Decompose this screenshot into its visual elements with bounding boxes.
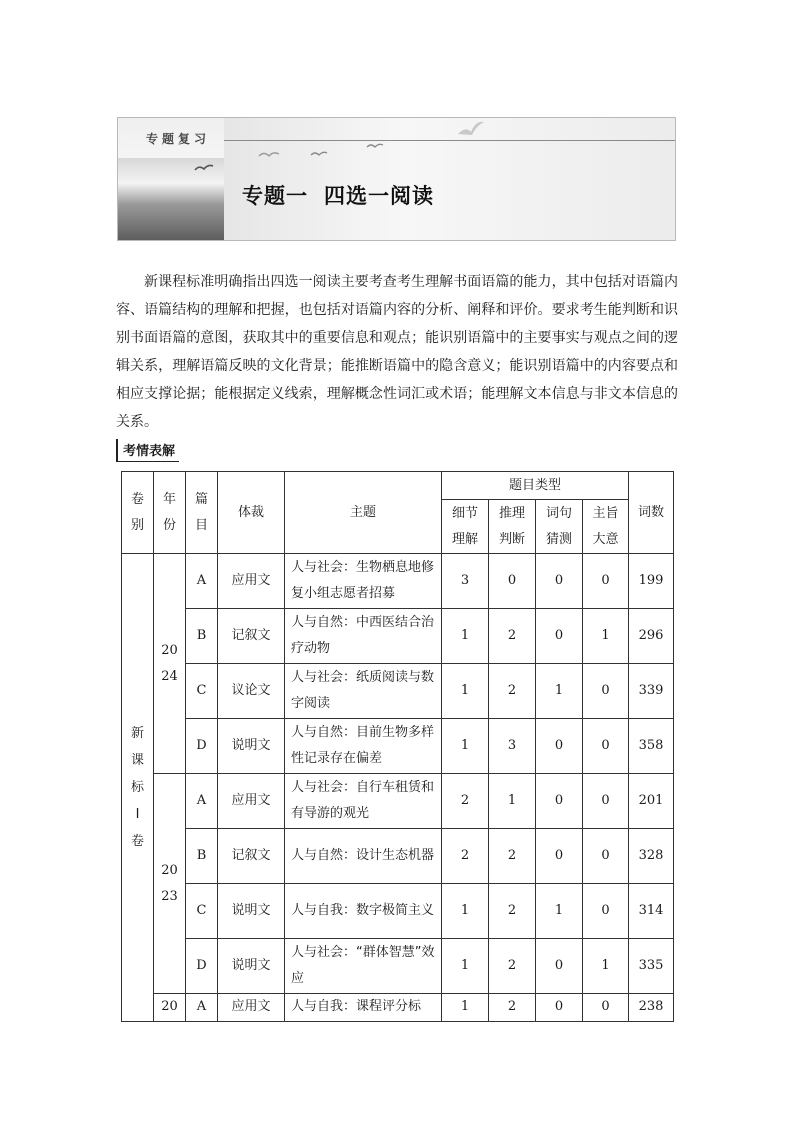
main-idea-count: 0	[583, 829, 629, 884]
header-ti-cai: 体裁	[218, 472, 285, 554]
inference-count: 2	[489, 829, 536, 884]
inference-count: 2	[489, 994, 536, 1022]
pian-cell: B	[186, 829, 218, 884]
pian-cell: C	[186, 664, 218, 719]
detail-count: 2	[442, 774, 489, 829]
header-row	[122, 472, 674, 500]
topic-cell: 人与自我：数字极简主义	[285, 884, 442, 939]
word-guess-count: 0	[536, 829, 583, 884]
table-row	[122, 884, 674, 939]
word-count: 358	[629, 719, 674, 774]
detail-count: 1	[442, 939, 489, 994]
word-guess-count: 0	[536, 719, 583, 774]
pian-cell: C	[186, 884, 218, 939]
table-row	[122, 994, 674, 1022]
table-row	[122, 939, 674, 994]
genre-cell: 记叙文	[218, 829, 285, 884]
word-guess-count: 1	[536, 664, 583, 719]
main-idea-count: 0	[583, 719, 629, 774]
pian-cell: D	[186, 939, 218, 994]
word-guess-count: 0	[536, 774, 583, 829]
bird-icon	[456, 118, 486, 140]
table-row	[122, 719, 674, 774]
table-row	[122, 664, 674, 719]
detail-count: 1	[442, 994, 489, 1022]
year-cell: 2024	[154, 554, 186, 774]
detail-count: 1	[442, 884, 489, 939]
genre-cell: 说明文	[218, 719, 285, 774]
genre-cell: 记叙文	[218, 609, 285, 664]
word-count: 238	[629, 994, 674, 1022]
detail-count: 1	[442, 719, 489, 774]
banner-label: 专题复习	[146, 132, 211, 146]
inference-count: 1	[489, 774, 536, 829]
header-main-idea: 主旨大意	[583, 500, 629, 554]
paper-name: 新课标Ⅰ卷	[122, 554, 154, 1022]
topic-cell: 人与社会：纸质阅读与数字阅读	[285, 664, 442, 719]
banner-sky	[224, 118, 675, 240]
chapter-number: 专题一	[242, 184, 308, 208]
bird-icon	[258, 148, 280, 162]
table-row	[122, 829, 674, 884]
word-guess-count: 0	[536, 939, 583, 994]
genre-cell: 应用文	[218, 994, 285, 1022]
topic-cell: 人与自然：中西医结合治疗动物	[285, 609, 442, 664]
word-guess-count: 0	[536, 609, 583, 664]
header-zhu-ti: 主题	[285, 472, 442, 554]
main-idea-count: 0	[583, 884, 629, 939]
word-count: 328	[629, 829, 674, 884]
word-count: 201	[629, 774, 674, 829]
word-count: 199	[629, 554, 674, 609]
main-idea-count: 0	[583, 664, 629, 719]
inference-count: 2	[489, 664, 536, 719]
topic-cell: 人与自然：设计生态机器	[285, 829, 442, 884]
banner-divider	[224, 140, 675, 141]
chapter-name: 四选一阅读	[324, 184, 434, 208]
detail-count: 1	[442, 664, 489, 719]
main-idea-count: 1	[583, 609, 629, 664]
header-nian-fen: 年份	[154, 472, 186, 554]
inference-count: 0	[489, 554, 536, 609]
inference-count: 2	[489, 939, 536, 994]
section-heading: 考情表解	[116, 439, 179, 462]
bird-icon	[310, 148, 328, 160]
genre-cell: 说明文	[218, 939, 285, 994]
genre-cell: 应用文	[218, 554, 285, 609]
word-guess-count: 1	[536, 884, 583, 939]
detail-count: 2	[442, 829, 489, 884]
pian-cell: A	[186, 994, 218, 1022]
main-idea-count: 0	[583, 774, 629, 829]
chapter-banner	[117, 117, 676, 241]
header-inference: 推理判断	[489, 500, 536, 554]
detail-count: 1	[442, 609, 489, 664]
header-ci-shu: 词数	[629, 472, 674, 554]
year-cell: 20	[154, 994, 186, 1022]
table-row	[122, 554, 674, 609]
word-count: 339	[629, 664, 674, 719]
word-count: 335	[629, 939, 674, 994]
header-juan-bie: 卷别	[122, 472, 154, 554]
bird-icon	[194, 162, 214, 174]
topic-cell: 人与自我：课程评分标	[285, 994, 442, 1022]
genre-cell: 说明文	[218, 884, 285, 939]
table-row	[122, 609, 674, 664]
header-question-types: 题目类型	[442, 472, 629, 500]
table-row	[122, 774, 674, 829]
genre-cell: 议论文	[218, 664, 285, 719]
year-cell: 2023	[154, 774, 186, 994]
topic-cell: 人与自然：目前生物多样性记录存在偏差	[285, 719, 442, 774]
detail-count: 3	[442, 554, 489, 609]
word-guess-count: 0	[536, 554, 583, 609]
header-detail: 细节理解	[442, 500, 489, 554]
bird-icon	[366, 140, 384, 152]
word-guess-count: 0	[536, 994, 583, 1022]
word-count: 296	[629, 609, 674, 664]
pian-cell: A	[186, 774, 218, 829]
pian-cell: B	[186, 609, 218, 664]
exam-analysis-table	[121, 471, 674, 1022]
header-word-guess: 词句猜测	[536, 500, 583, 554]
main-idea-count: 0	[583, 554, 629, 609]
inference-count: 2	[489, 609, 536, 664]
topic-cell: 人与社会：自行车租赁和有导游的观光	[285, 774, 442, 829]
topic-cell: 人与社会：生物栖息地修复小组志愿者招募	[285, 554, 442, 609]
main-idea-count: 0	[583, 994, 629, 1022]
intro-paragraph: 新课程标准明确指出四选一阅读主要考查考生理解书面语篇的能力，其中包括对语篇内容、语篇结构的理解和把握，也包括对语篇内容的分析、阐释和评价。要求考生能判断和识别书面语篇的意图，获取其中的重要信息和观点；能识别语篇中的主要事实与观点之间的逻辑关系，理解语篇反映的文化背景；能推断语篇中的隐含意义；能识别语篇中的内容要点和相应支撑论据；能根据定义线索，理解概念性词汇或术语；能理解文本信息与非文本信息的关系。	[116, 274, 678, 430]
topic-cell: 人与社会：“群体智慧”效应	[285, 939, 442, 994]
pian-cell: A	[186, 554, 218, 609]
genre-cell: 应用文	[218, 774, 285, 829]
main-idea-count: 1	[583, 939, 629, 994]
header-pian-mu: 篇目	[186, 472, 218, 554]
inference-count: 3	[489, 719, 536, 774]
chapter-title	[242, 180, 450, 210]
inference-count: 2	[489, 884, 536, 939]
word-count: 314	[629, 884, 674, 939]
pian-cell: D	[186, 719, 218, 774]
